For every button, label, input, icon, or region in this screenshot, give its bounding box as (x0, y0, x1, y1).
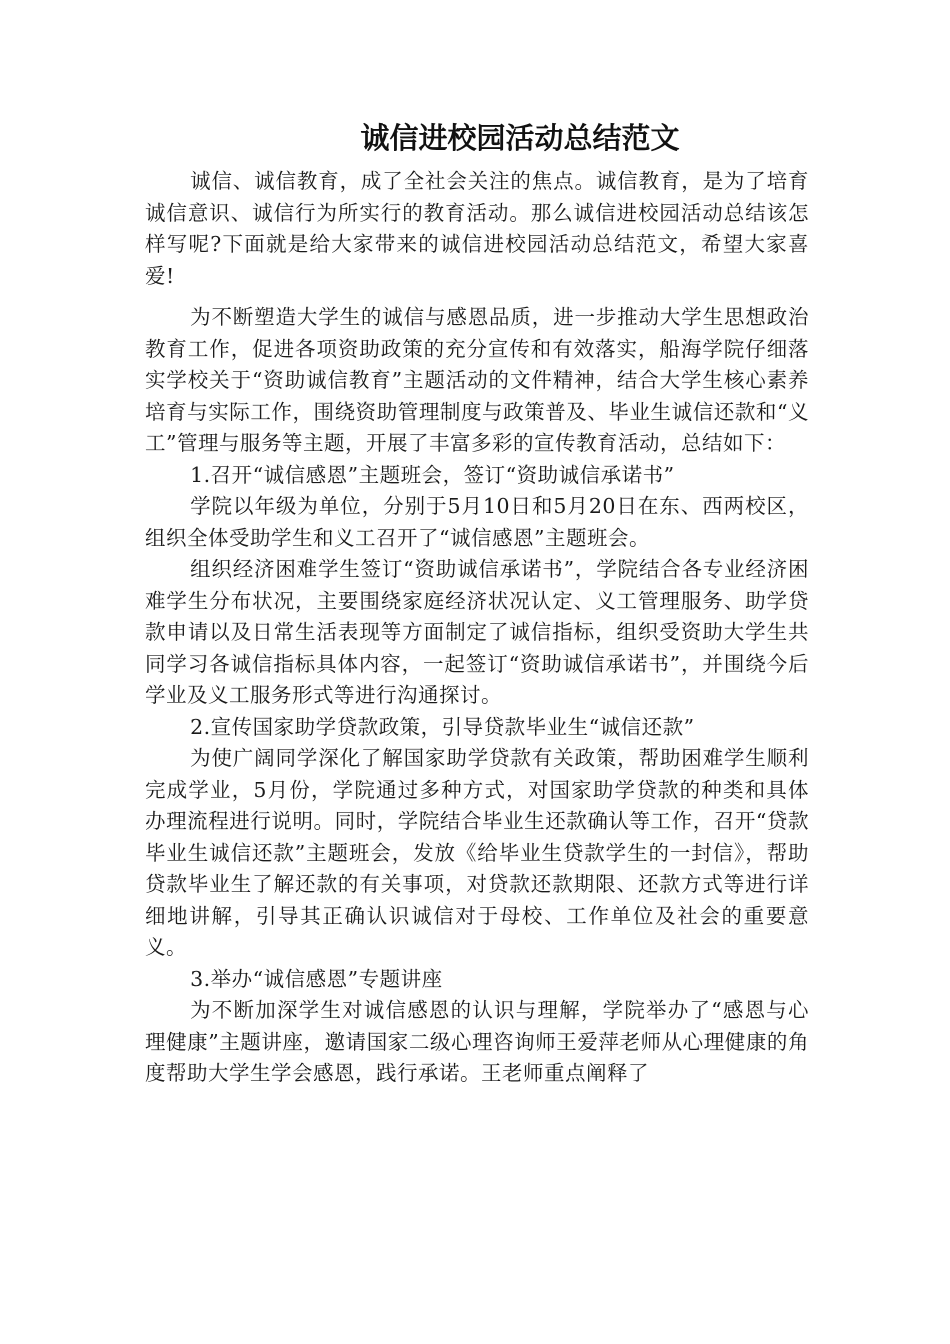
section-heading-3: 3.举办“诚信感恩”专题讲座 (190, 966, 443, 991)
paragraph-intro: 诚信、诚信教育，成了全社会关注的焦点。诚信教育，是为了培育诚信意识、诚信行为所实行的教育活动。那么诚信进校园活动总结该怎样写呢?下面就是给大家带来的诚信进校园活动总结范文，希望大家喜爱! (145, 169, 809, 288)
paragraph-section-1a: 学院以年级为单位，分别于5月10日和5月20日在东、西两校区，组织全体受助学生和义工召开了“诚信感恩”主题班会。 (145, 494, 809, 550)
paragraph-section-2: 为使广阔同学深化了解国家助学贷款有关政策，帮助困难学生顺利完成学业，5月份，学院通过多种方式，对国家助学贷款的种类和具体办理流程进行说明。同时，学院结合毕业生还款确认等工作，召开“贷款毕业生诚信还款”主题班会，发放《给毕业生贷款学生的一封信》，帮助贷款毕业生了解还款的有关事项，对贷款还款期限、还款方式等进行详细地讲解，引导其正确认识诚信对于母校、工作单位及社会的重要意义。 (145, 746, 809, 959)
document-body (145, 166, 809, 1090)
paragraph-overview: 为不断塑造大学生的诚信与感恩品质，进一步推动大学生思想政治教育工作，促进各项资助政策的充分宣传和有效落实，船海学院仔细落实学校关于“资助诚信教育”主题活动的文件精神，结合大学生核心素养培育与实际工作，围绕资助管理制度与政策普及、毕业生诚信还款和“义工”管理与服务等主题，开展了丰富多彩的宣传教育活动，总结如下： (145, 305, 809, 455)
document-title: 诚信进校园活动总结范文 (360, 121, 680, 155)
section-heading-2: 2.宣传国家助学贷款政策，引导贷款毕业生“诚信还款” (190, 714, 695, 739)
paragraph-section-3: 为不断加深学生对诚信感恩的认识与理解，学院举办了“感恩与心理健康”主题讲座，邀请国家二级心理咨询师王爱萍老师从心理健康的角度帮助大学生学会感恩，践行承诺。王老师重点阐释了 (145, 998, 809, 1085)
section-heading-1: 1.召开“诚信感恩”主题班会，签订“资助诚信承诺书” (190, 462, 675, 487)
paragraph-section-1b: 组织经济困难学生签订“资助诚信承诺书”，学院结合各专业经济困难学生分布状况，主要围绕家庭经济状况认定、义工管理服务、助学贷款申请以及日常生活表现等方面制定了诚信指标，组织受资助大学生共同学习各诚信指标具体内容，一起签订“资助诚信承诺书”，并围绕今后学业及义工服务形式等进行沟通探讨。 (145, 557, 809, 707)
